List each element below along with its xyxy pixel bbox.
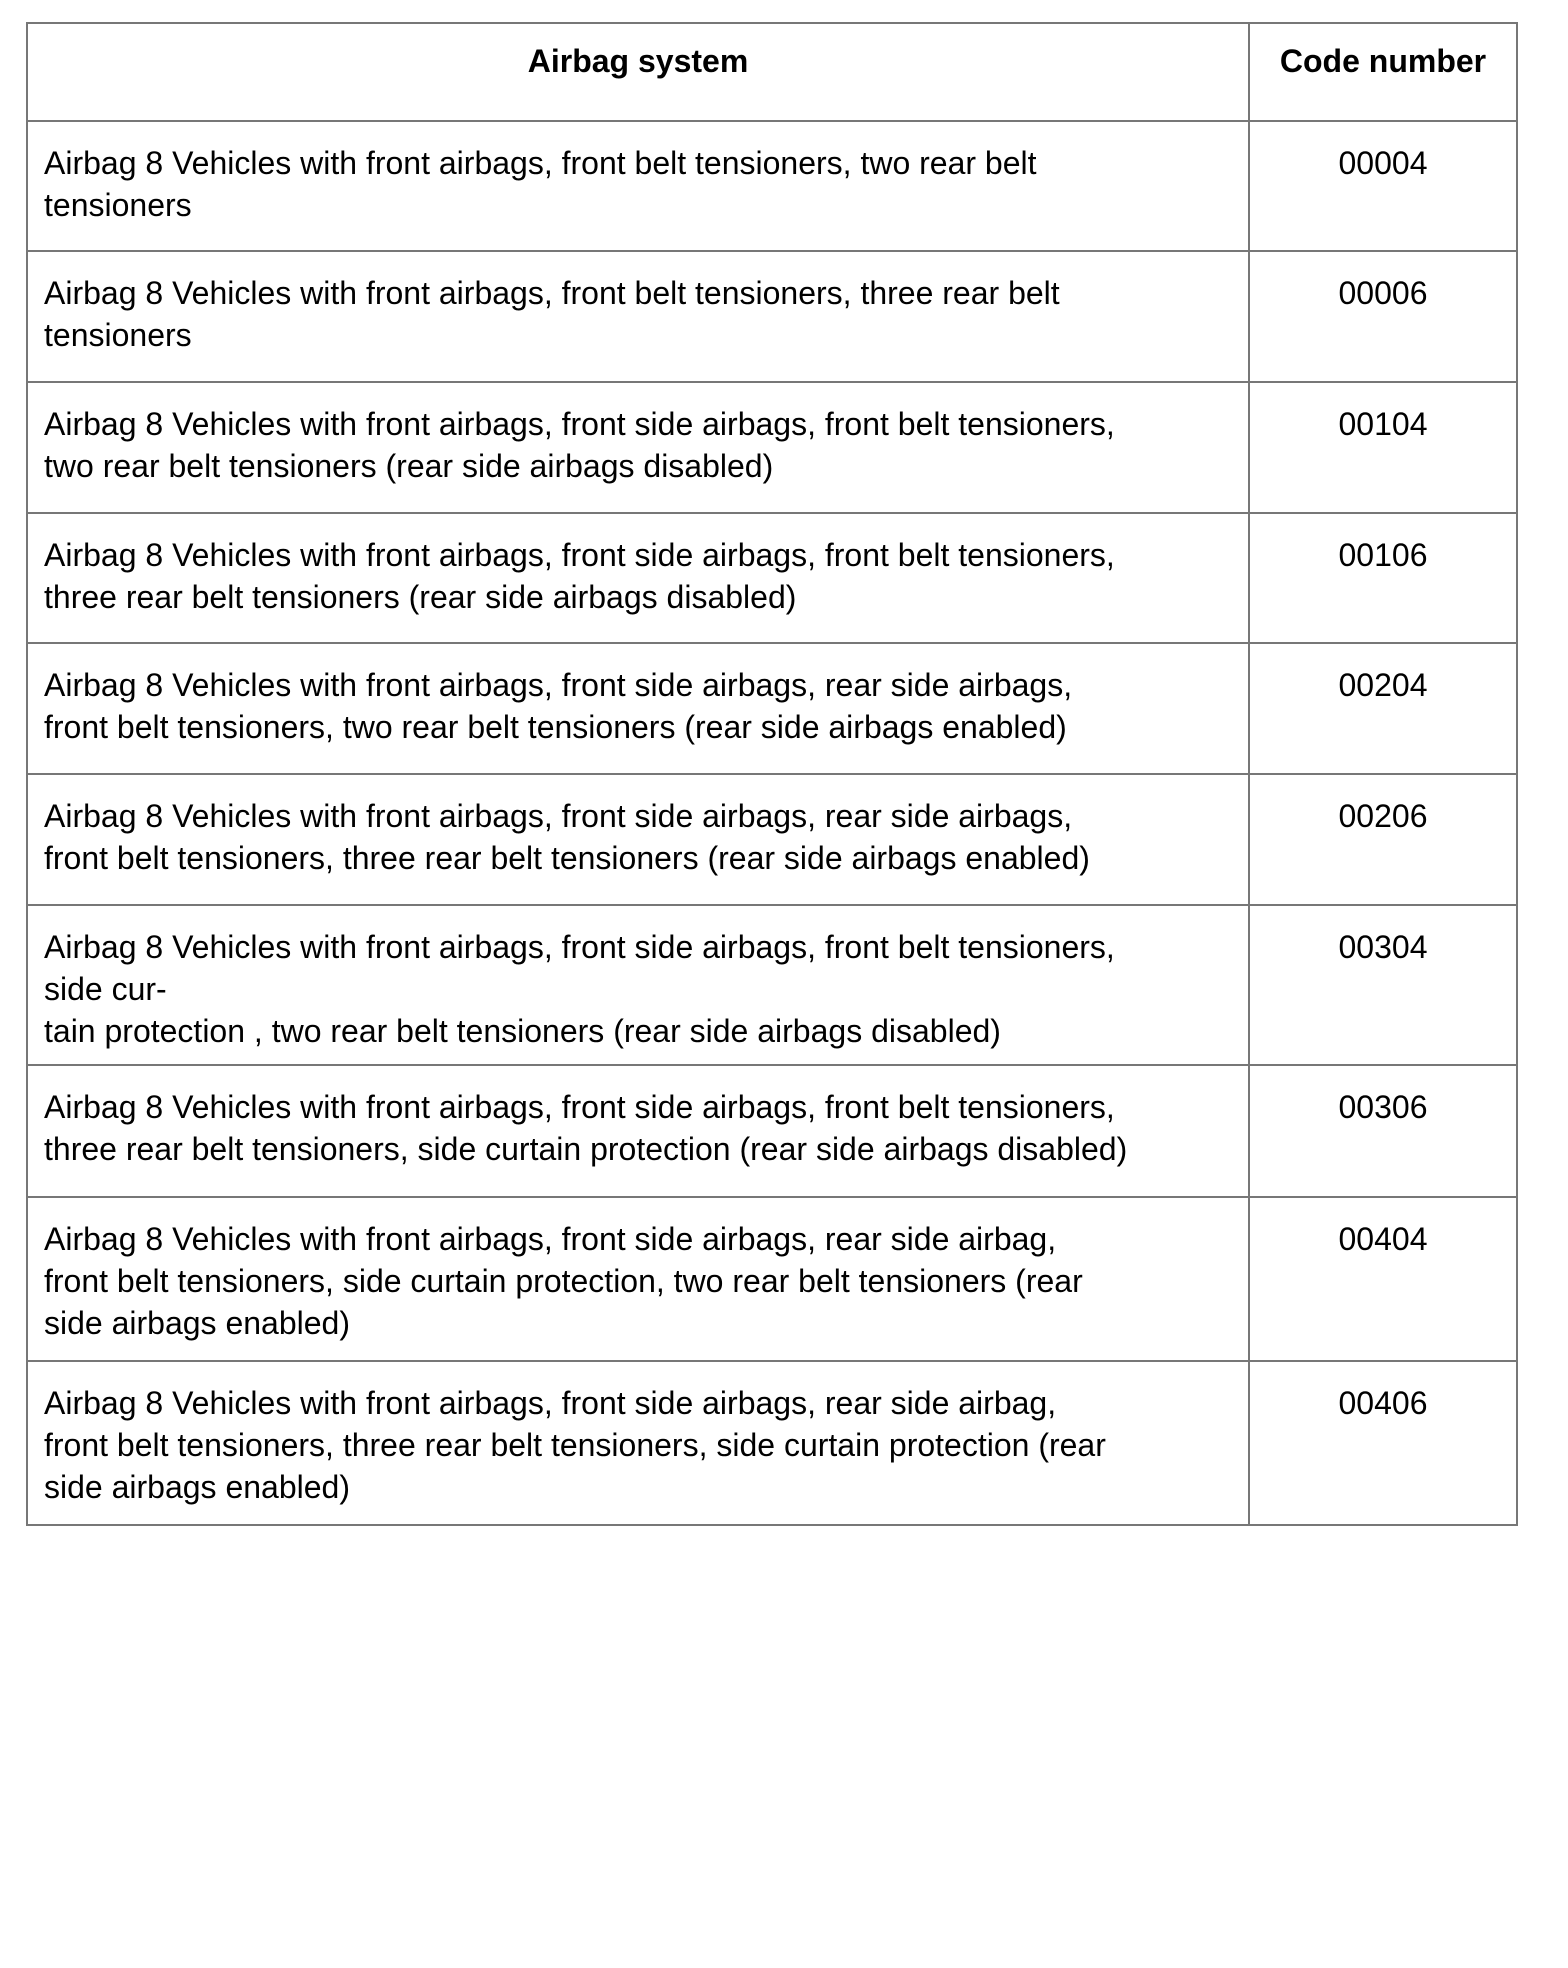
table-header-row [27, 23, 1517, 121]
airbag-system-text-line: Airbag 8 Vehicles with front airbags, front side airbags, front belt tensioners, [44, 1089, 1115, 1125]
airbag-system-text-line: tensioners [44, 187, 192, 223]
code-number-cell: 00106 [1249, 513, 1517, 643]
airbag-system-cell [27, 1361, 1249, 1525]
code-number-cell: 00306 [1249, 1065, 1517, 1197]
table-row [27, 774, 1517, 905]
table-body [27, 121, 1517, 1525]
table-row [27, 251, 1517, 382]
airbag-system-text-line: Airbag 8 Vehicles with front airbags, front side airbags, rear side airbag, [44, 1385, 1057, 1421]
airbag-system-text-line: tensioners [44, 317, 192, 353]
airbag-system-text-line: side airbags enabled) [44, 1305, 350, 1341]
airbag-system-text-line: Airbag 8 Vehicles with front airbags, front side airbags, rear side airbag, [44, 1221, 1057, 1257]
airbag-system-text-line: Airbag 8 Vehicles with front airbags, front side airbags, rear side airbags, [44, 667, 1073, 703]
airbag-system-text-line: front belt tensioners, two rear belt tensioners (rear side airbags enabled) [44, 709, 1067, 745]
airbag-system-text-line: Airbag 8 Vehicles with front airbags, front side airbags, front belt tensioners, [44, 537, 1115, 573]
airbag-system-text-line: three rear belt tensioners (rear side airbags disabled) [44, 579, 797, 615]
table-row [27, 1197, 1517, 1361]
airbag-system-text-line: side airbags enabled) [44, 1469, 350, 1505]
airbag-system-text-line: side cur- [44, 971, 167, 1007]
airbag-system-text-line: tain protection , two rear belt tensioners (rear side airbags disabled) [44, 1013, 1001, 1049]
airbag-system-cell [27, 121, 1249, 251]
airbag-system-text-line: front belt tensioners, side curtain protection, two rear belt tensioners (rear [44, 1263, 1083, 1299]
airbag-system-text-line: front belt tensioners, three rear belt tensioners (rear side airbags enabled) [44, 840, 1090, 876]
airbag-system-text-line: Airbag 8 Vehicles with front airbags, front belt tensioners, three rear belt [44, 275, 1060, 311]
code-number-cell: 00006 [1249, 251, 1517, 382]
airbag-system-text-line: three rear belt tensioners, side curtain protection (rear side airbags disabled) [44, 1131, 1128, 1167]
airbag-system-cell [27, 1065, 1249, 1197]
code-number-cell: 00206 [1249, 774, 1517, 905]
table-row [27, 121, 1517, 251]
table-row [27, 905, 1517, 1065]
airbag-system-cell [27, 643, 1249, 774]
airbag-system-cell [27, 251, 1249, 382]
table-row [27, 513, 1517, 643]
code-number-cell: 00406 [1249, 1361, 1517, 1525]
code-number-cell: 00104 [1249, 382, 1517, 513]
code-number-cell: 00204 [1249, 643, 1517, 774]
airbag-system-text-line: front belt tensioners, three rear belt tensioners, side curtain protection (rear [44, 1427, 1106, 1463]
airbag-system-cell [27, 905, 1249, 1065]
code-number-cell: 00004 [1249, 121, 1517, 251]
airbag-system-cell [27, 774, 1249, 905]
airbag-system-cell [27, 513, 1249, 643]
airbag-system-text-line: two rear belt tensioners (rear side airbags disabled) [44, 448, 774, 484]
table-row [27, 382, 1517, 513]
airbag-system-text-line: Airbag 8 Vehicles with front airbags, front belt tensioners, two rear belt [44, 145, 1037, 181]
table-row [27, 1065, 1517, 1197]
airbag-system-text-line: Airbag 8 Vehicles with front airbags, front side airbags, rear side airbags, [44, 798, 1073, 834]
airbag-system-cell [27, 1197, 1249, 1361]
airbag-code-table [26, 22, 1518, 1526]
airbag-system-text-line: Airbag 8 Vehicles with front airbags, front side airbags, front belt tensioners, [44, 406, 1115, 442]
header-airbag-system: Airbag system [27, 23, 1249, 121]
airbag-system-cell [27, 382, 1249, 513]
code-number-cell: 00404 [1249, 1197, 1517, 1361]
header-code-number: Code number [1249, 23, 1517, 121]
table-row [27, 643, 1517, 774]
table-row [27, 1361, 1517, 1525]
code-number-cell: 00304 [1249, 905, 1517, 1065]
airbag-system-text-line: Airbag 8 Vehicles with front airbags, front side airbags, front belt tensioners, [44, 929, 1115, 965]
